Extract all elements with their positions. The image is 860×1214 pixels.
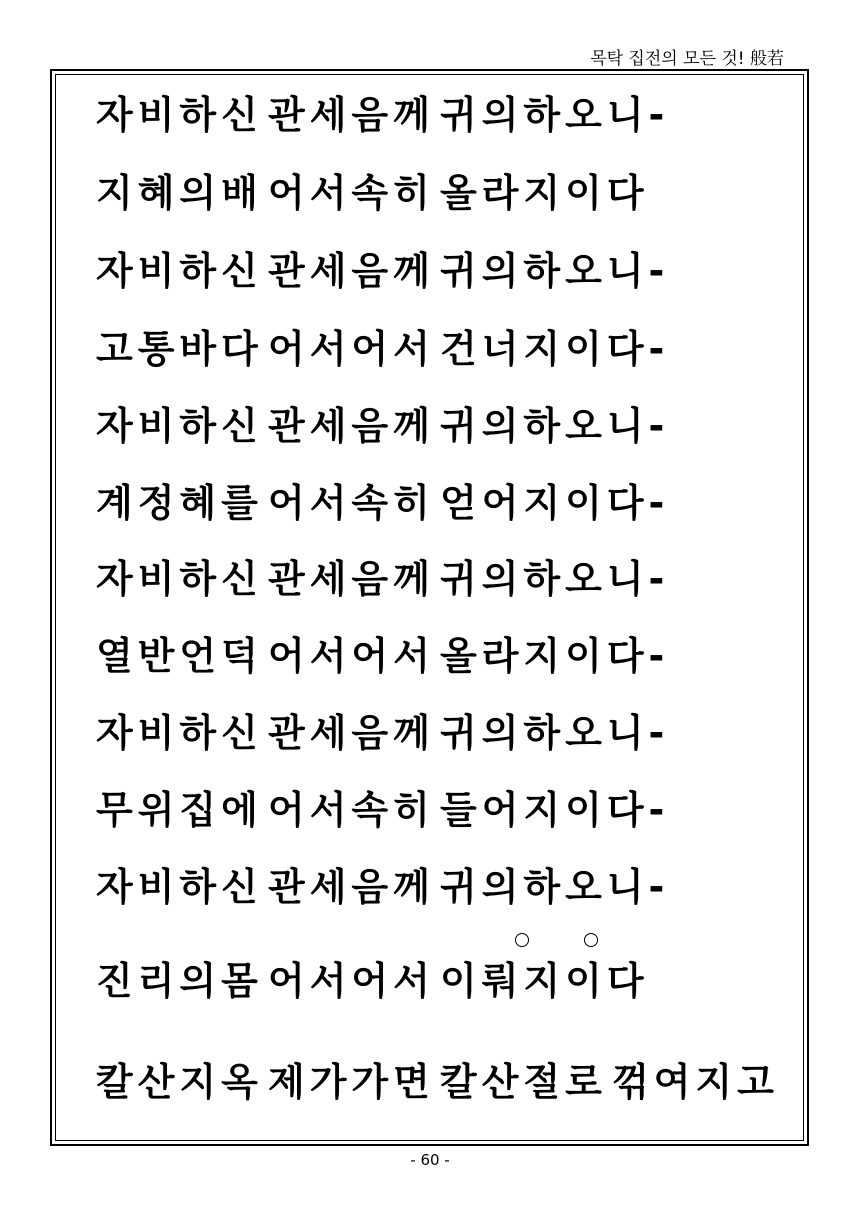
chant-phrase: 관세음께 — [268, 248, 435, 293]
chant-phrase: 자비하신 — [96, 92, 263, 137]
chant-phrase: 계정혜를 — [96, 480, 263, 525]
chant-phrase: 자비하신 — [96, 556, 263, 601]
chant-phrase: 어서어서 — [268, 326, 435, 371]
chant-phrase: 귀의하오니- — [440, 864, 670, 909]
chant-line — [96, 550, 670, 601]
recitation-marks — [0, 929, 860, 953]
chant-phrase: 관세음께 — [268, 403, 435, 448]
chant-phrase: 꺾여지고 — [612, 1059, 779, 1104]
chant-line — [96, 474, 670, 525]
running-header: 목탁 집전의 모든 것! 般若 — [590, 49, 784, 69]
chant-phrase: 칼산지옥 — [96, 1059, 263, 1104]
chant-phrase: 귀의하오니- — [440, 403, 670, 448]
chant-phrase: 귀의하오니- — [440, 710, 670, 755]
chant-phrase: 자비하신 — [96, 403, 263, 448]
chant-line — [96, 164, 649, 215]
chant-line — [96, 1053, 784, 1103]
chant-phrase: 자비하신 — [96, 710, 263, 755]
chant-phrase: 어서어서 — [268, 958, 435, 1003]
chant-phrase: 지혜의배 — [96, 170, 263, 215]
recitation-circle-mark — [515, 933, 529, 947]
chant-phrase: 자비하신 — [96, 248, 263, 293]
chant-phrase: 무위집에 — [96, 787, 263, 832]
chant-phrase: 들어지이다- — [440, 787, 670, 832]
chant-phrase: 올라지이다 — [440, 170, 649, 215]
chant-line — [96, 320, 670, 371]
chant-line — [96, 704, 670, 755]
chant-phrase: 열반언덕 — [96, 633, 263, 678]
chant-line — [96, 242, 670, 293]
chant-phrase: 어서속히 — [268, 480, 435, 525]
chant-phrase: 이뤄지이다 — [440, 958, 649, 1003]
chant-phrase: 자비하신 — [96, 864, 263, 909]
chant-line — [96, 858, 670, 909]
chant-phrase: 올라지이다- — [440, 633, 670, 678]
chant-phrase: 어서속히 — [268, 787, 435, 832]
chant-phrase: 칼산절로 — [440, 1059, 607, 1104]
chant-phrase: 귀의하오니- — [440, 248, 670, 293]
chant-phrase: 관세음께 — [268, 710, 435, 755]
chant-line — [96, 781, 670, 832]
chant-phrase: 고통바다 — [96, 326, 263, 371]
chant-phrase: 귀의하오니- — [440, 92, 670, 137]
chant-phrase: 어서어서 — [268, 633, 435, 678]
page-number: - 60 - — [410, 1151, 450, 1169]
chant-line — [96, 397, 670, 448]
chant-phrase: 진리의몸 — [96, 958, 263, 1003]
chant-line — [96, 86, 670, 137]
chant-phrase: 건너지이다- — [440, 326, 670, 371]
chant-phrase: 귀의하오니- — [440, 556, 670, 601]
recitation-circle-mark — [584, 933, 598, 947]
chant-line — [96, 627, 670, 678]
chant-phrase: 제가가면 — [268, 1059, 435, 1104]
chant-line — [96, 952, 649, 1003]
chant-phrase: 관세음께 — [268, 92, 435, 137]
chant-phrase: 관세음께 — [268, 556, 435, 601]
chant-phrase: 관세음께 — [268, 864, 435, 909]
chant-phrase: 얻어지이다- — [440, 480, 670, 525]
chant-phrase: 어서속히 — [268, 170, 435, 215]
